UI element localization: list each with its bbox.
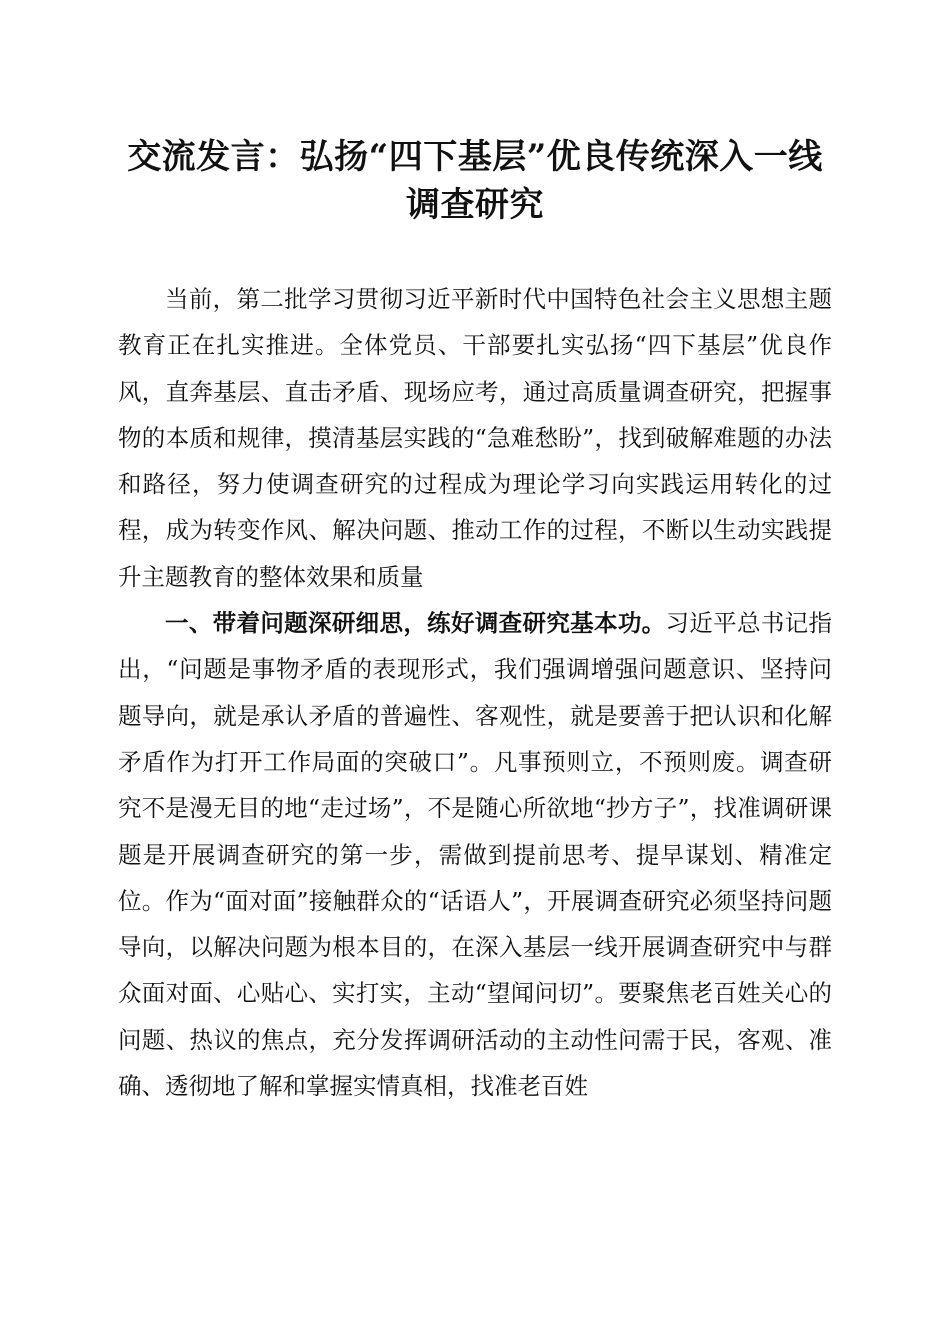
section-1-paragraph — [118, 600, 832, 1109]
document-title: 交流发言：弘扬“四下基层”优良传统深入一线调查研究 — [127, 137, 823, 225]
section-1-text: 习近平总书记指出，“问题是事物矛盾的表现形式，我们强调增强问题意识、坚持问题导向，就是承认矛盾的普遍性、客观性，就是要善于把认识和化解矛盾作为打开工作局面的突破口”。凡事预则立，不预则废。调查研究不是漫无目的地“走过场”，不是随心所欲地“抄方子”，找准调研课题是开展调查研究的第一步，需做到提前思考、提早谋划、精准定位。作为“面对面”接触群众的“话语人”，开展调查研究必须坚持问题导向，以解决问题为根本目的，在深入基层一线开展调查研究中与群众面对面、心贴心、实打实，主动“望闻问切”。要聚焦老百姓关心的问题、热议的焦点，充分发挥调研活动的主动性问需于民，客观、准确、透彻地了解和掌握实情真相，找准老百姓 — [118, 609, 832, 1101]
document-body — [118, 276, 832, 1109]
intro-paragraph: 当前，第二批学习贯彻习近平新时代中国特色社会主义思想主题教育正在扎实推进。全体党员、干部要扎实弘扬“四下基层”优良作风，直奔基层、直击矛盾、现场应考，通过高质量调查研究，把握事物的本质和规律，摸清基层实践的“急难愁盼”，找到破解难题的办法和路径，努力使调查研究的过程成为理论学习向实践运用转化的过程，成为转变作风、解决问题、推动工作的过程，不断以生动实践提升主题教育的整体效果和质量 — [118, 285, 832, 591]
section-1-heading: 一、带着问题深研细思，练好调查研究基本功。 — [165, 609, 666, 638]
